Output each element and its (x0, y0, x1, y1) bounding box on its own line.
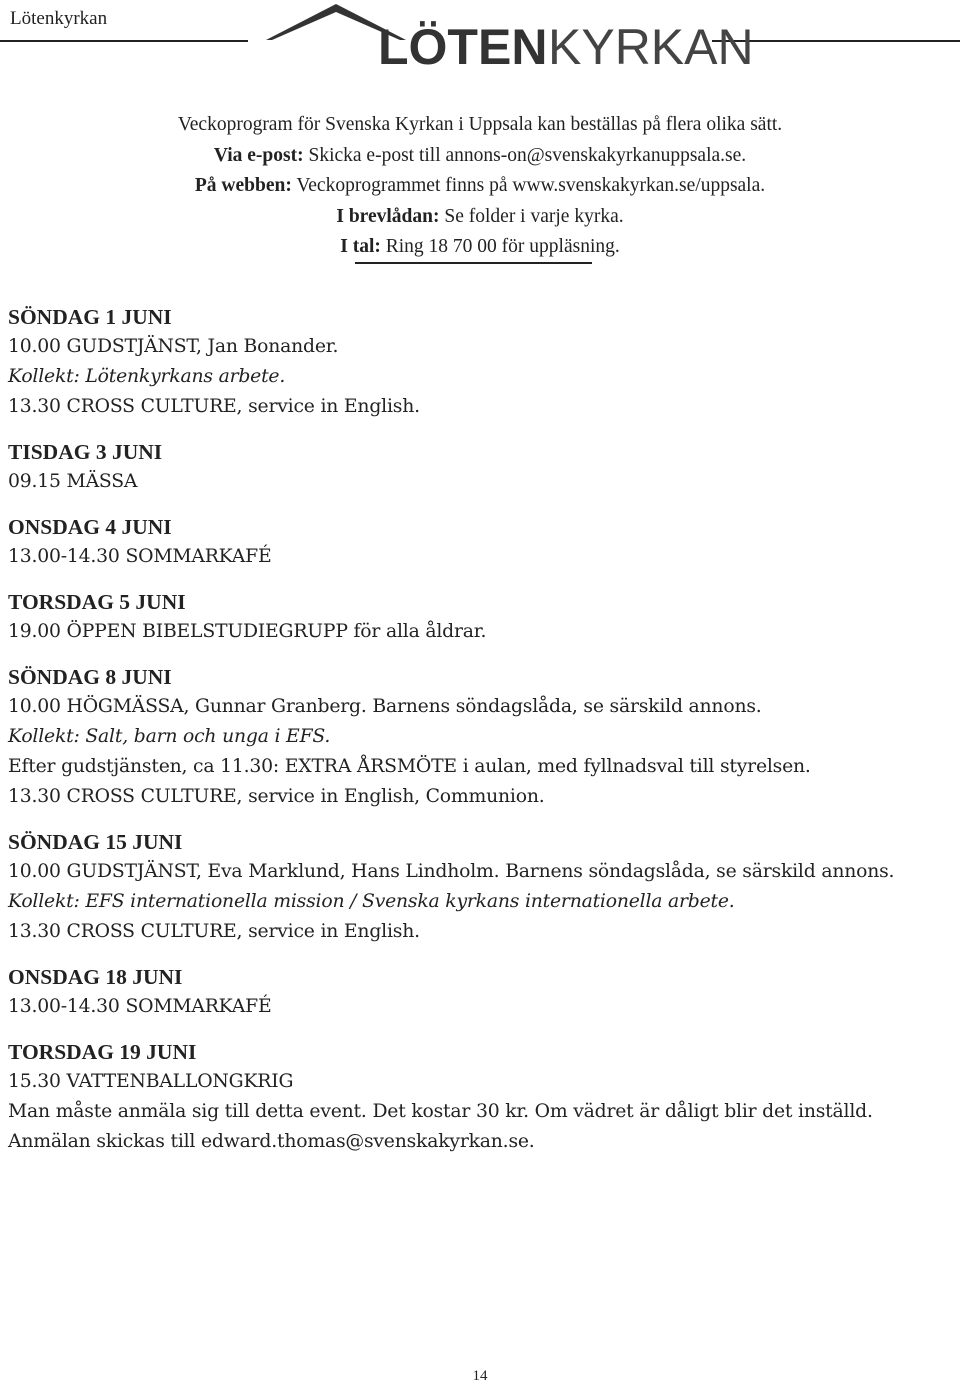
event-line: 10.00 GUDSTJÄNST, Jan Bonander. (8, 336, 339, 357)
day-section (8, 827, 938, 947)
intro-line-4 (0, 202, 960, 233)
event-line: 10.00 HÖGMÄSSA, Gunnar Granberg. Barnens söndagslåda, se särskild annons. (8, 696, 762, 717)
intro-line-3 (0, 171, 960, 202)
collection-note: Kollekt: Lötenkyrkans arbete. (8, 366, 286, 387)
intro-line-1: Veckoprogram för Svenska Kyrkan i Uppsala kan beställas på flera olika sätt. (177, 114, 783, 135)
day-title: TORSDAG 19 JUNI (8, 1040, 197, 1064)
day-section (8, 662, 938, 812)
collection-note: Kollekt: EFS internationella mission / Svenska kyrkans internationella arbete. (8, 891, 735, 912)
intro-line-5 (0, 232, 960, 263)
day-title: SÖNDAG 8 JUNI (8, 665, 172, 689)
event-line: 13.30 CROSS CULTURE, service in English. (8, 396, 420, 417)
event-line: Man måste anmäla sig till detta event. Det kostar 30 kr. Om vädret är dåligt blir det inställd. Anmälan skickas till edward.thomas@svenskakyrkan.se. (8, 1101, 873, 1152)
day-section (8, 302, 938, 422)
intro-line-4-text: Se folder i varje kyrka. (439, 205, 624, 227)
day-title: TISDAG 3 JUNI (8, 440, 163, 464)
event-line: 15.30 VATTENBALLONGKRIG (8, 1071, 294, 1092)
event-line: 19.00 ÖPPEN BIBELSTUDIEGRUPP för alla åldrar. (8, 621, 487, 642)
day-title: ONSDAG 18 JUNI (8, 965, 183, 989)
program-list (8, 302, 938, 1157)
day-section (8, 587, 938, 647)
day-title: SÖNDAG 1 JUNI (8, 305, 172, 329)
day-section (8, 512, 938, 572)
intro-line-2-label: Via e-post: (213, 144, 304, 166)
day-title: TORSDAG 5 JUNI (8, 590, 186, 614)
header-label: Lötenkyrkan (10, 8, 108, 29)
logo-text-bold: LÖTEN (378, 19, 548, 75)
day-section (8, 437, 938, 497)
day-section (8, 1037, 938, 1157)
intro-block (0, 110, 960, 263)
intro-line-5-label: I tal: (340, 236, 381, 257)
intro-line-3-text: Veckoprogrammet finns på www.svenskakyrkan.se/uppsala. (291, 175, 766, 196)
event-line: 13.00-14.30 SOMMARKAFÉ (8, 546, 272, 567)
day-title: SÖNDAG 15 JUNI (8, 830, 183, 854)
collection-note: Kollekt: Salt, barn och unga i EFS. (8, 726, 331, 747)
event-line: 13.00-14.30 SOMMARKAFÉ (8, 996, 272, 1017)
intro-line-4-label: I brevlådan: (336, 205, 440, 227)
event-line: 13.30 CROSS CULTURE, service in English. (8, 921, 420, 942)
event-line: 10.00 GUDSTJÄNST, Eva Marklund, Hans Lindholm. Barnens söndagslåda, se särskild annons. (8, 861, 895, 882)
event-line: 13.30 CROSS CULTURE, service in English, Communion. (8, 786, 545, 807)
lotenkyrkan-logo (248, 0, 754, 78)
day-section (8, 962, 938, 1022)
day-title: ONSDAG 4 JUNI (8, 515, 172, 539)
intro-line-5-text: Ring 18 70 00 för uppläsning. (380, 236, 620, 257)
intro-divider (355, 262, 592, 264)
header-rule-left (0, 40, 248, 42)
page-number: 14 (472, 1368, 488, 1384)
intro-line-2 (0, 141, 960, 172)
event-line: 09.15 MÄSSA (8, 471, 138, 492)
event-line: Efter gudstjänsten, ca 11.30: EXTRA ÅRSMÖTE i aulan, med fyllnadsval till styrelsen. (8, 756, 811, 777)
intro-line-3-label: På webben: (194, 175, 292, 196)
logo-text-light: KYRKAN (548, 19, 754, 75)
intro-line-2-text: Skicka e-post till annons-on@svenskakyrkanuppsala.se. (303, 144, 747, 166)
